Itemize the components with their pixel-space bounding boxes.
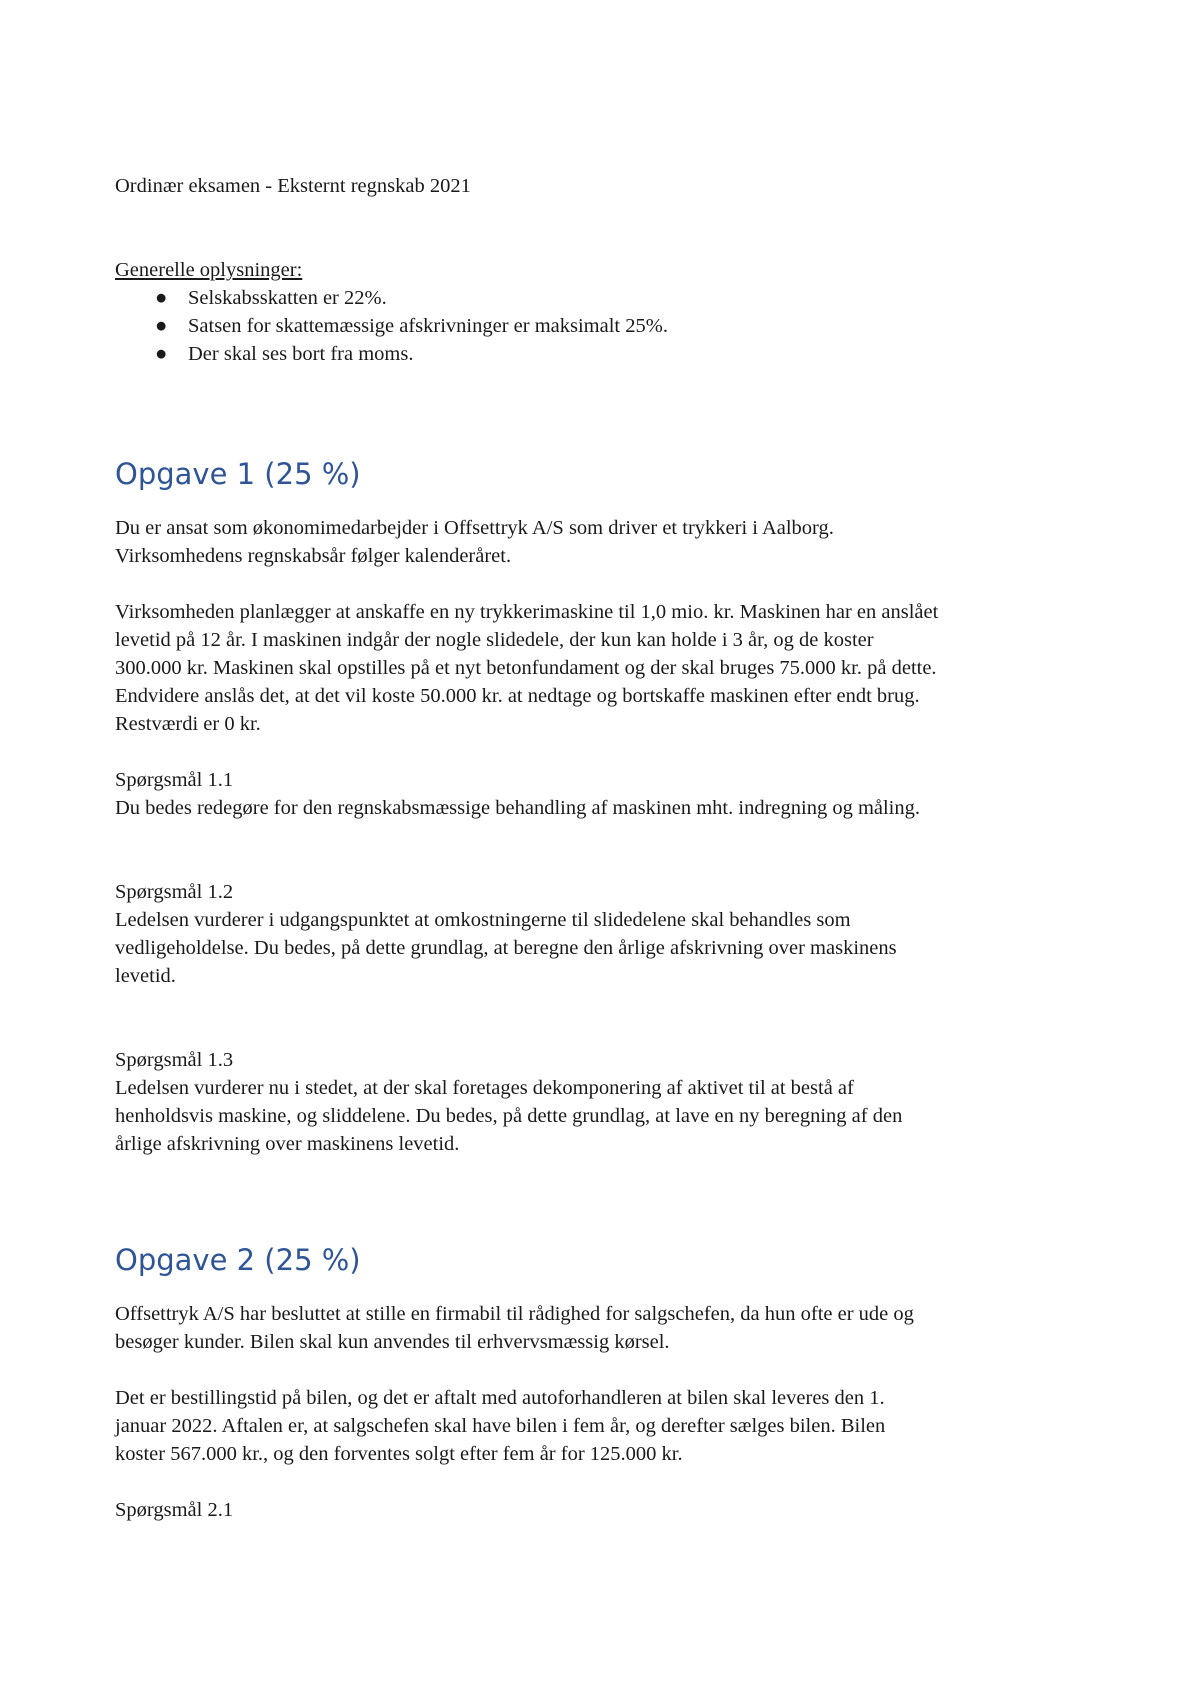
question-label: Spørgsmål 1.1 xyxy=(115,769,234,791)
bullet-icon: ● xyxy=(155,315,168,337)
question-1-2: Spørgsmål 1.2 Ledelsen vurderer i udgangspunktet at omkostningerne til slidedelene skal behandles som vedligeholdelse. Du bedes, på dette grundlag, at beregne den årlige afskrivning over maskinens levetid. xyxy=(115,878,1115,990)
question-1-1: Spørgsmål 1.1 Du bedes redegøre for den regnskabsmæssige behandling af maskinen mht. indregning og måling. xyxy=(115,766,1115,822)
task2-intro: Offsettryk A/S har besluttet at stille en firmabil til rådighed for salgschefen, da hun ofte er ude og besøger kunder. Bilen skal kun anvendes til erhvervsmæssig kørsel. xyxy=(115,1303,914,1353)
question-2-1 xyxy=(115,1496,1115,1524)
question-1-3: Spørgsmål 1.3 Ledelsen vurderer nu i stedet, at der skal foretages dekomponering af aktivet til at bestå af henholdsvis maskine, og sliddelene. Du bedes, på dette grundlag, at lave en ny beregning af den årlige afskrivning over maskinens levetid. xyxy=(115,1046,1115,1158)
general-info-heading: Generelle oplysninger: xyxy=(115,259,303,281)
task1-intro: Du er ansat som økonomimedarbejder i Offsettryk A/S som driver et trykkeri i Aalborg. Virksomhedens regnskabsår følger kalenderåret. xyxy=(115,517,834,567)
task2-heading: Opgave 2 (25 %) xyxy=(115,1243,361,1277)
bullet-icon: ● xyxy=(155,287,168,309)
general-info-list xyxy=(115,284,1115,368)
task2-description: Det er bestillingstid på bilen, og det er aftalt med autoforhandleren at bilen skal leveres den 1. januar 2022. Aftalen er, at salgschefen skal have bilen i fem år, og derefter sælges bilen. Bilen koster 567.000 kr., og den forventes solgt efter fem år for 125.000 kr. xyxy=(115,1387,886,1465)
question-label: Spørgsmål 2.1 xyxy=(115,1499,234,1521)
document-page xyxy=(115,172,1115,1524)
general-info-section xyxy=(115,256,1115,368)
task1-description: Virksomheden planlægger at anskaffe en ny trykkerimaskine til 1,0 mio. kr. Maskinen har en anslået levetid på 12 år. I maskinen indgår der nogle slidedele, der kun kan holde i 3 år, og de koster 300.000 kr. Maskinen skal opstilles på et nyt betonfundament og der skal bruges 75.000 kr. på dette. Endvidere anslås det, at det vil koste 50.000 kr. at nedtage og bortskaffe maskinen efter endt brug. Restværdi er 0 kr. xyxy=(115,601,939,735)
bullet-icon: ● xyxy=(155,343,168,365)
list-item: ● Satsen for skattemæssige afskrivninger er maksimalt 25%. xyxy=(115,312,1115,340)
list-item: ● Der skal ses bort fra moms. xyxy=(115,340,1115,368)
question-label: Spørgsmål 1.3 xyxy=(115,1049,234,1071)
list-item: ● Selskabsskatten er 22%. xyxy=(115,284,1115,312)
question-label: Spørgsmål 1.2 xyxy=(115,881,234,903)
task1-heading: Opgave 1 (25 %) xyxy=(115,457,361,491)
document-title: Ordinær eksamen - Eksternt regnskab 2021 xyxy=(115,175,471,197)
